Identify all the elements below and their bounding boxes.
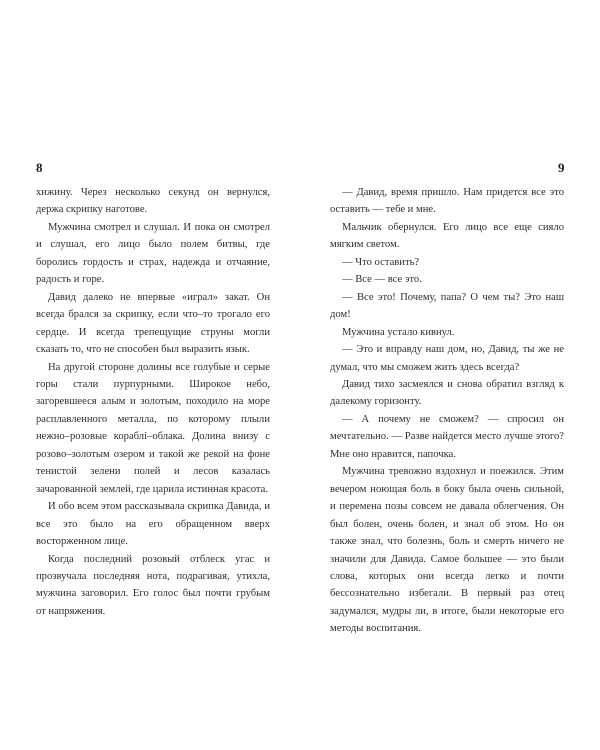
paragraph: — А почему не сможем? — спросил он мечтательно. — Разве найдется место лучше этого? Мне оно нравится, папочка. (330, 413, 564, 460)
paragraph: Давид далеко не впервые «играл» закат. Он всегда брался за скрипку, если что–то трогало его сердце. И всегда трепещущие струны могли сказать то, что не способен был выразить язык. (36, 291, 270, 356)
paragraph: — Давид, время пришло. Нам придется все это оставить — тебе и мне. (330, 187, 564, 216)
paragraph: Мужчина смотрел и слушал. И пока он смотрел и слушал, его лицо было полем битвы, где боролись гордость и страх, надежда и отчаяние, радость и горе. (36, 221, 270, 286)
paragraph: Мужчина тревожно вздохнул и поежился. Этим вечером ноющая боль в боку была очень сильной, и перемена позы совсем не давала облегчения. Он был болен, очень болен, и знал об этом. Но он также знал, что болезнь, боль и смерть ничего не значили для Давида. Самое большее — это были слова, которых они всегда легко и почти бессознательно избегали. В первый раз отец задумался, мудры ли, в итоге, были некоторые его методы воспитания. (330, 466, 564, 635)
paragraph: хижину. Через несколько секунд он вернулся, держа скрипку наготове. (36, 187, 270, 216)
paragraph: — Что оставить? (342, 256, 420, 268)
paragraph: — Все — все это. (342, 274, 422, 286)
paragraph: — Это и вправду наш дом, но, Давид, ты же не думал, что мы сможем жить здесь всегда? (330, 344, 564, 373)
page-number-left: 8 (36, 160, 43, 175)
paragraph: Давид тихо засмеялся и снова обратил взгляд к далекому горизонту. (330, 378, 564, 408)
paragraph: Мужчина устало кивнул. (342, 326, 455, 338)
paragraph: На другой стороне долины все голубые и серые горы стали пурпурными. Широкое небо, загоревшееся алым и золотым, походило на море расплавленного металла, по которому плыли нежно–розовые кораблі–облака. Долина внизу с розово–золотым озером и такой же рекой на фоне тенистой зелени полей и лесов казалась зачарованной землей, где царила истинная красота. (36, 361, 270, 495)
right-page-text (330, 184, 564, 638)
paragraph: Мальчик обернулся. Его лицо все еще сияло мягким светом. (330, 221, 564, 251)
paragraph: — Все это! Почему, папа? О чем ты? Это наш дом! (330, 291, 564, 321)
paragraph: И обо всем этом рассказывала скрипка Давида, и все это было на его обращенном вверх восторженном лице. (36, 501, 270, 548)
left-page-text (36, 184, 270, 620)
paragraph: Когда последний розовый отблеск угас и прозвучала последняя нота, подрагивая, утихла, мужчина заговорил. Его голос был почти грубым от напряжения. (36, 553, 270, 617)
page-number-right: 9 (558, 160, 565, 175)
